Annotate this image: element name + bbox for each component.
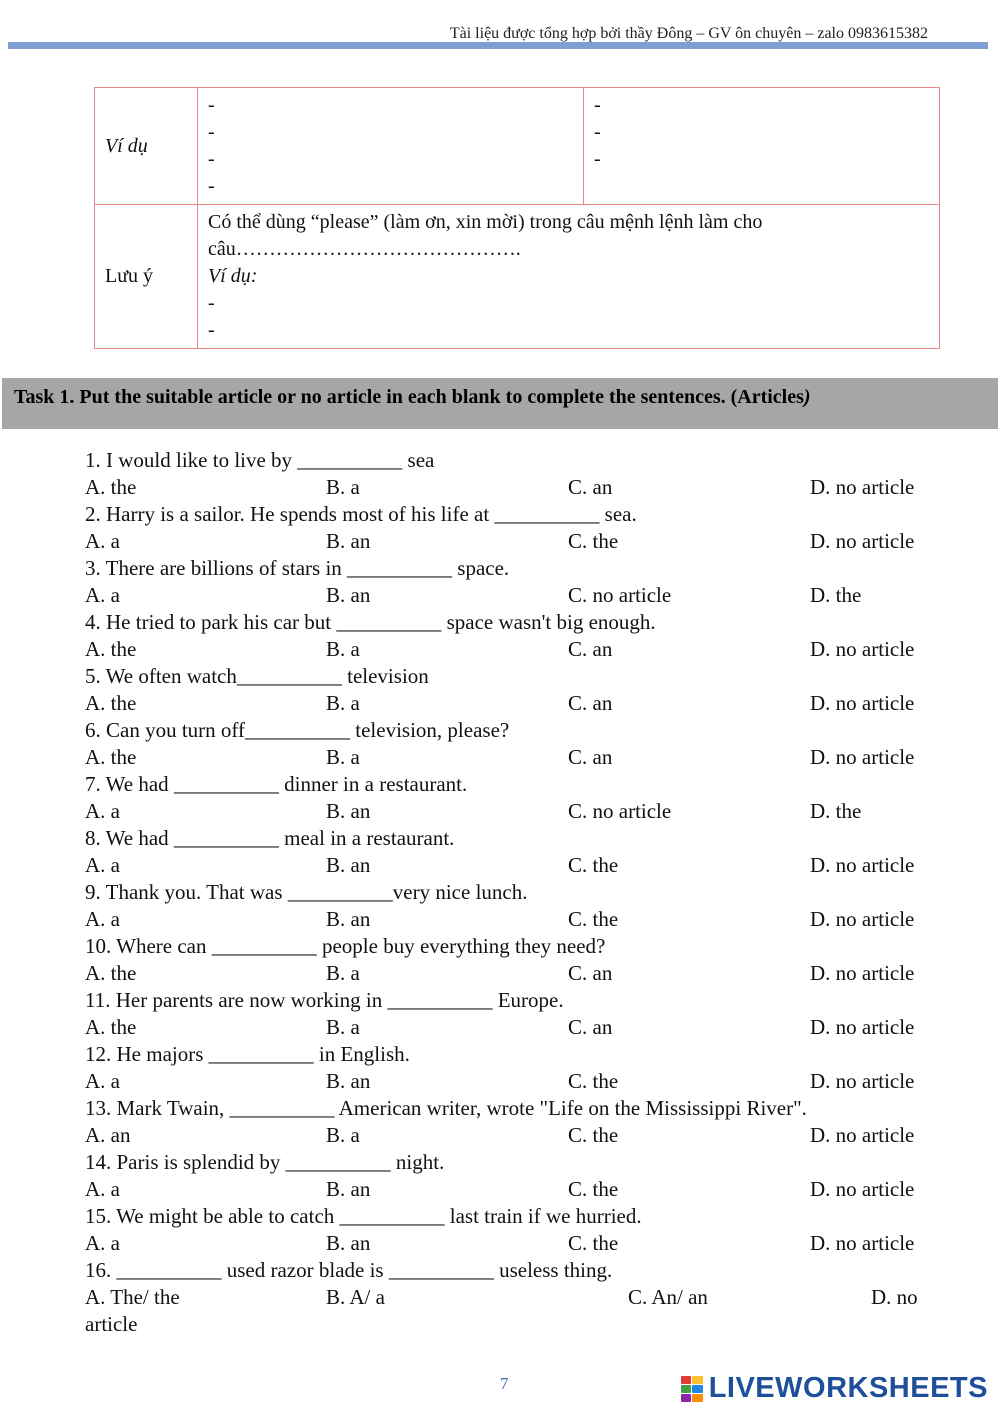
- option-c[interactable]: C. an: [568, 1015, 613, 1039]
- question-text: 2. Harry is a sailor. He spends most of his life at __________ sea.: [85, 502, 637, 526]
- page-header: Tài liệu được tổng hợp bởi thầy Đông – GV ôn chuyên – zalo 0983615382: [449, 25, 928, 42]
- logo-block: [692, 1376, 703, 1384]
- option-row: [85, 852, 945, 879]
- option-row: [85, 1014, 945, 1041]
- task-title-text: Task 1. Put the suitable article or no article in each blank to complete the sentences. (Articles: [14, 386, 804, 408]
- question-text: 9. Thank you. That was __________very nice lunch.: [85, 880, 528, 904]
- option-a[interactable]: A. an: [85, 1123, 131, 1147]
- option-b[interactable]: B. a: [326, 1015, 360, 1039]
- option-d[interactable]: D. the: [810, 799, 862, 823]
- option-d[interactable]: D. no article: [810, 529, 915, 553]
- logo-block: [681, 1394, 692, 1402]
- option-c[interactable]: C. the: [568, 1069, 619, 1093]
- dash: -: [594, 94, 601, 116]
- option-c[interactable]: C. An/ an: [628, 1285, 708, 1309]
- question-text: 15. We might be able to catch __________ last train if we hurried.: [85, 1204, 642, 1228]
- question-text: 13. Mark Twain, __________ American writer, wrote "Life on the Mississippi River".: [85, 1096, 807, 1120]
- question-text: 4. He tried to park his car but __________ space wasn't big enough.: [85, 610, 656, 634]
- question-text: 12. He majors __________ in English.: [85, 1042, 410, 1066]
- note-line: Có thể dùng “please” (làm ơn, xin mời) trong câu mệnh lệnh làm cho: [208, 211, 763, 233]
- option-b[interactable]: B. A/ a: [326, 1285, 385, 1309]
- example-col1: [198, 88, 584, 205]
- task-banner: [2, 378, 998, 429]
- header-divider: [8, 42, 988, 49]
- logo-text: LIVEWORKSHEETS: [708, 1372, 988, 1404]
- question-text: 8. We had __________ meal in a restaurant.: [85, 826, 455, 850]
- dash: -: [208, 94, 215, 116]
- question-text: 10. Where can __________ people buy everything they need?: [85, 934, 606, 958]
- option-a[interactable]: A. a: [85, 853, 120, 877]
- option-row: [85, 636, 945, 663]
- option-c[interactable]: C. the: [568, 1231, 619, 1255]
- option-b[interactable]: B. an: [326, 1177, 371, 1201]
- option-d[interactable]: D. no article: [810, 1069, 915, 1093]
- option-d[interactable]: D. no article: [810, 637, 915, 661]
- option-c[interactable]: C. an: [568, 961, 613, 985]
- option-c[interactable]: C. the: [568, 529, 619, 553]
- option-c[interactable]: C. an: [568, 691, 613, 715]
- notes-table: [94, 87, 940, 349]
- option-d[interactable]: D. no article: [810, 1015, 915, 1039]
- logo-block: [681, 1376, 692, 1384]
- option-c[interactable]: C. the: [568, 853, 619, 877]
- question-list: [85, 447, 945, 1338]
- dash: -: [594, 148, 601, 170]
- option-a[interactable]: A. a: [85, 1231, 120, 1255]
- dash: -: [208, 121, 215, 143]
- option-c[interactable]: C. the: [568, 907, 619, 931]
- option-b[interactable]: B. a: [326, 691, 360, 715]
- option-d[interactable]: D. no article: [810, 691, 915, 715]
- option-wrap-text: article: [85, 1312, 138, 1336]
- question-text: 3. There are billions of stars in __________ space.: [85, 556, 510, 580]
- note-content: [198, 205, 940, 349]
- option-d[interactable]: D. no article: [810, 475, 915, 499]
- task-title: [14, 386, 811, 409]
- question-text: 7. We had __________ dinner in a restaurant.: [85, 772, 468, 796]
- option-a[interactable]: A. a: [85, 799, 120, 823]
- note-example-label: Ví dụ:: [208, 265, 258, 287]
- question-text: 1. I would like to live by __________ sea: [85, 448, 435, 472]
- option-a[interactable]: A. the: [85, 961, 137, 985]
- option-c[interactable]: C. an: [568, 745, 613, 769]
- option-a[interactable]: A. a: [85, 1069, 120, 1093]
- option-row: [85, 906, 945, 933]
- option-c[interactable]: C. no article: [568, 583, 672, 607]
- logo-block: [692, 1394, 703, 1402]
- option-c[interactable]: C. no article: [568, 799, 672, 823]
- option-b[interactable]: B. an: [326, 907, 371, 931]
- example-col2: [584, 88, 940, 205]
- option-row: [85, 690, 945, 717]
- option-row: [85, 474, 945, 501]
- option-row: [85, 582, 945, 609]
- option-b[interactable]: B. an: [326, 799, 371, 823]
- dash: -: [208, 148, 215, 170]
- option-a[interactable]: A. a: [85, 907, 120, 931]
- option-b[interactable]: B. an: [326, 853, 371, 877]
- option-b[interactable]: B. an: [326, 529, 371, 553]
- option-row: [85, 960, 945, 987]
- question-text: 16. __________ used razor blade is __________ useless thing.: [85, 1258, 613, 1282]
- question-text: 14. Paris is splendid by __________ night.: [85, 1150, 445, 1174]
- option-b[interactable]: B. an: [326, 1231, 371, 1255]
- option-row: [85, 1068, 945, 1095]
- option-d[interactable]: D. no article: [810, 745, 915, 769]
- option-d[interactable]: D. no: [871, 1285, 918, 1309]
- option-b[interactable]: B. an: [326, 583, 371, 607]
- option-b[interactable]: B. a: [326, 961, 360, 985]
- option-row: [85, 1284, 945, 1311]
- option-c[interactable]: C. an: [568, 637, 613, 661]
- example-label: Ví dụ: [95, 88, 198, 205]
- option-a[interactable]: A. the: [85, 475, 137, 499]
- logo-icon: [681, 1376, 703, 1402]
- liveworksheets-logo: [681, 1372, 988, 1405]
- option-d[interactable]: D. no article: [810, 907, 915, 931]
- dash: -: [208, 175, 215, 197]
- option-a[interactable]: A. The/ the: [85, 1285, 180, 1309]
- option-row: [85, 1230, 945, 1257]
- option-row: [85, 798, 945, 825]
- dash: -: [594, 121, 601, 143]
- option-a[interactable]: A. a: [85, 529, 120, 553]
- logo-block: [692, 1385, 703, 1393]
- option-b[interactable]: B. an: [326, 1069, 371, 1093]
- option-d[interactable]: D. no article: [810, 853, 915, 877]
- option-b[interactable]: B. a: [326, 475, 360, 499]
- option-row: [85, 1176, 945, 1203]
- question-text: 11. Her parents are now working in __________ Europe.: [85, 988, 564, 1012]
- page-number: 7: [500, 1374, 509, 1393]
- option-b[interactable]: B. a: [326, 745, 360, 769]
- option-b[interactable]: B. a: [326, 637, 360, 661]
- option-a[interactable]: A. the: [85, 745, 137, 769]
- note-line: câu…………………………………….: [208, 238, 521, 260]
- dash: -: [208, 292, 215, 314]
- option-c[interactable]: C. the: [568, 1177, 619, 1201]
- option-c[interactable]: C. the: [568, 1123, 619, 1147]
- option-c[interactable]: C. an: [568, 475, 613, 499]
- dash: -: [208, 319, 215, 341]
- question-text: 6. Can you turn off__________ television, please?: [85, 718, 510, 742]
- option-d[interactable]: D. the: [810, 583, 862, 607]
- task-title-close: ): [803, 386, 811, 408]
- option-a[interactable]: A. the: [85, 691, 137, 715]
- example-row: [95, 88, 940, 205]
- question-text: 5. We often watch__________ television: [85, 664, 429, 688]
- option-row: [85, 1122, 945, 1149]
- option-a[interactable]: A. a: [85, 1177, 120, 1201]
- option-d[interactable]: D. no article: [810, 1123, 915, 1147]
- option-a[interactable]: A. the: [85, 637, 137, 661]
- option-row: [85, 528, 945, 555]
- logo-block: [681, 1385, 692, 1393]
- option-d[interactable]: D. no article: [810, 1231, 915, 1255]
- option-a[interactable]: A. a: [85, 583, 120, 607]
- option-d[interactable]: D. no article: [810, 1177, 915, 1201]
- option-row: [85, 744, 945, 771]
- note-row: [95, 205, 940, 349]
- note-label: Lưu ý: [95, 205, 198, 349]
- option-d[interactable]: D. no article: [810, 961, 915, 985]
- option-a[interactable]: A. the: [85, 1015, 137, 1039]
- option-b[interactable]: B. a: [326, 1123, 360, 1147]
